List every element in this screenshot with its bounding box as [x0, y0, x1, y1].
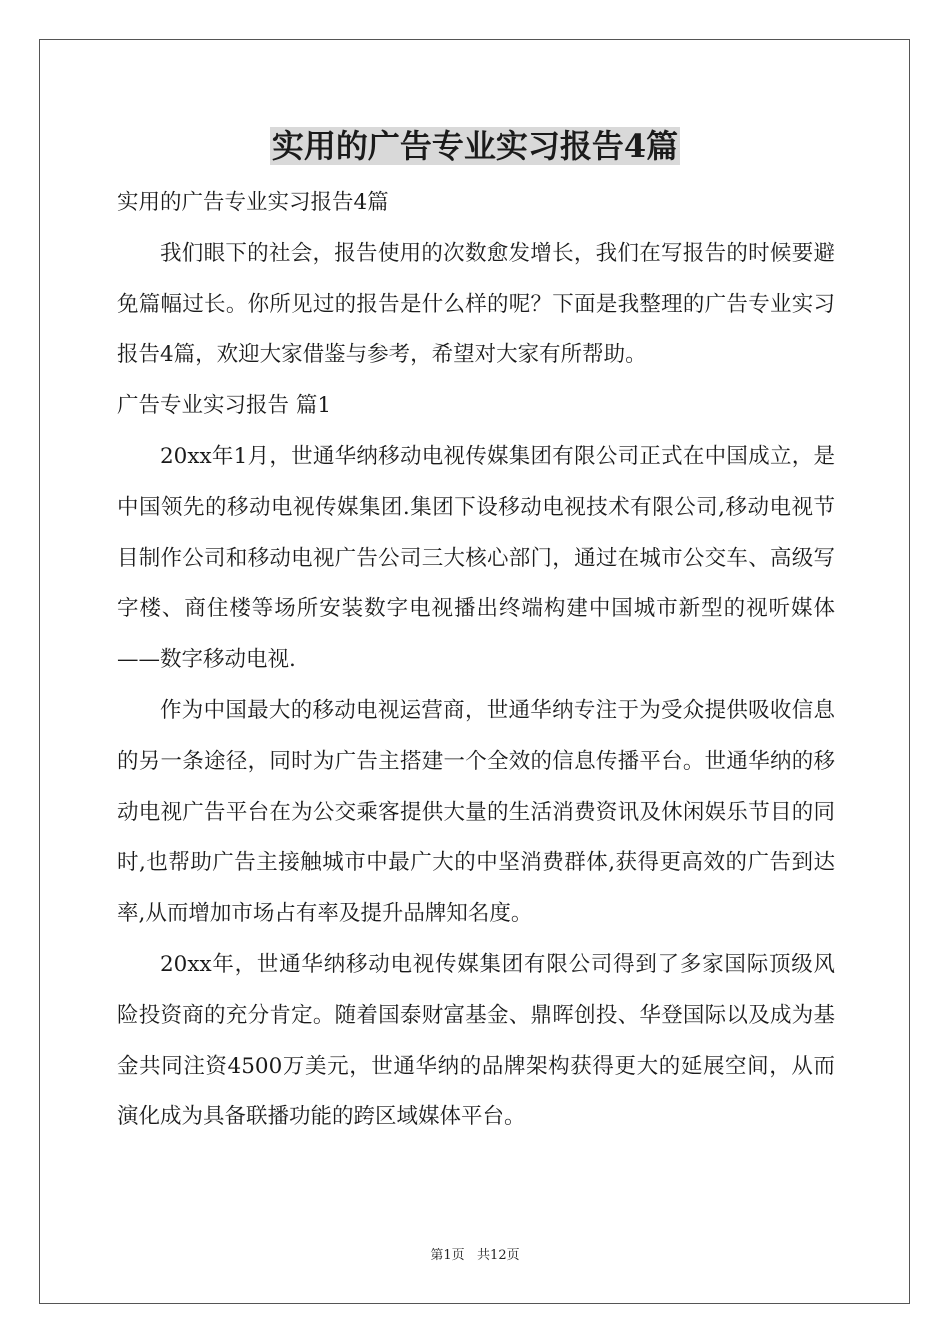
- page-number: 第1页 共12页: [430, 1248, 520, 1263]
- paragraph: 20xx年，世通华纳移动电视传媒集团有限公司得到了多家国际顶级风险投资商的充分肯定。随着国泰财富基金、鼎晖创投、华登国际以及成为基金共同注资4500万美元，世通华纳的品牌架构获得更大的延展空间，从而演化成为具备联播功能的跨区域媒体平台。: [117, 951, 835, 1130]
- document-title-text: 实用的广告专业实习报告4篇: [271, 127, 679, 165]
- paragraph-intro: 我们眼下的社会，报告使用的次数愈发增长，我们在写报告的时候要避免篇幅过长。你所见过的报告是什么样的呢？下面是我整理的广告专业实习报告4篇，欢迎大家借鉴与参考，希望对大家有所帮助。: [117, 240, 835, 368]
- document-body: [117, 178, 835, 1143]
- page-footer: [0, 1246, 950, 1266]
- paragraph: 作为中国最大的移动电视运营商，世通华纳专注于为受众提供吸收信息的另一条途径，同时为广告主搭建一个全效的信息传播平台。世通华纳的移动电视广告平台在为公交乘客提供大量的生活消费资讯及休闲娱乐节目的同时,也帮助广告主接触城市中最广大的中坚消费群体,获得更高效的广告到达率,从而增加市场占有率及提升品牌知名度。: [117, 697, 835, 927]
- paragraph: 20xx年1月，世通华纳移动电视传媒集团有限公司正式在中国成立，是中国领先的移动电视传媒集团.集团下设移动电视技术有限公司,移动电视节目制作公司和移动电视广告公司三大核心部门，通过在城市公交车、高级写字楼、商住楼等场所安装数字电视播出终端构建中国城市新型的视听媒体——数字移动电视.: [117, 443, 835, 673]
- document-title: [0, 124, 950, 168]
- section-heading: 广告专业实习报告 篇1: [117, 393, 332, 419]
- document-subtitle: 实用的广告专业实习报告4篇: [117, 190, 389, 215]
